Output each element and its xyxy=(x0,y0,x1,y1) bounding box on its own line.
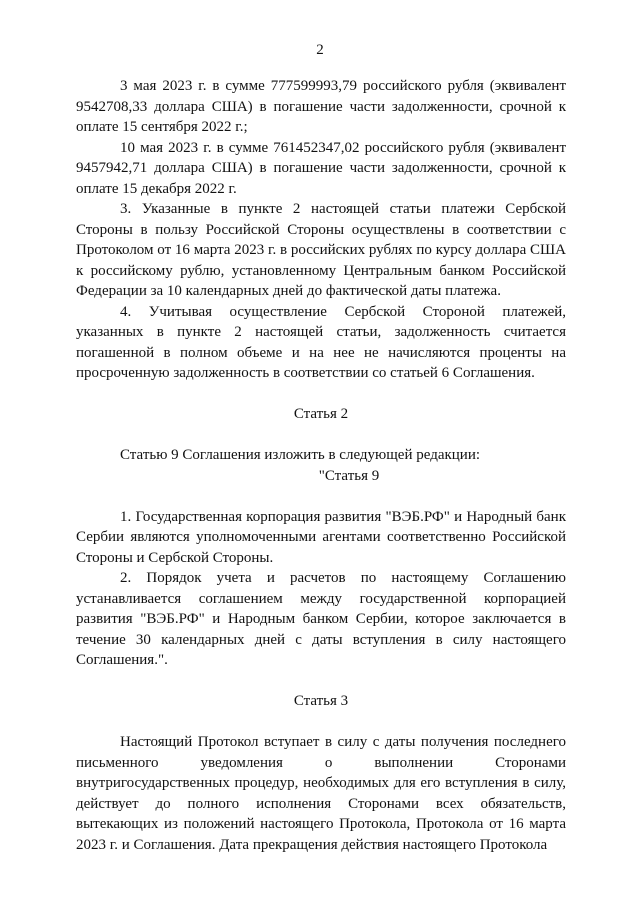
payment-paragraph-may-10: 10 мая 2023 г. в сумме 761452347,02 российского рубля (эквивалент 9457942,71 доллара США) в погашение части задолженности, срочной к оплате 15 декабря 2022 г. xyxy=(76,139,566,197)
spacer xyxy=(76,712,566,733)
article-3-paragraph: Настоящий Протокол вступает в силу с даты получения последнего письменного уведомления о выполнении Сторонами внутригосударственных процедур, необходимых для его вступления в силу, действует до полного исполнения Сторонами всех обязательств, вытекающих из положений настоящего Протокола, Протокола от 16 марта 2023 г. и Соглашения. Дата прекращения действия настоящего Протокола xyxy=(76,734,566,853)
article-9-clause-2: 2. Порядок учета и расчетов по настоящему Соглашению устанавливается соглашением между государственной корпорацией развития "ВЭБ.РФ" и Народным банком Сербии, которое заключается в течение 30 календарных дней с даты вступления в силу настоящего Соглашения.". xyxy=(76,570,566,668)
spacer xyxy=(76,486,566,507)
document-body xyxy=(76,76,566,855)
article-2-intro: Статью 9 Соглашения изложить в следующей редакции: xyxy=(120,447,481,463)
clause-4-paragraph: 4. Учитывая осуществление Сербской Стороной платежей, указанных в пункте 2 настоящей статьи, задолженность считается погашенной в полном объеме и на нее не начисляются проценты на просроченную задолженность в соответствии со статьей 6 Соглашения. xyxy=(76,303,566,381)
page-number: 2 xyxy=(316,42,324,58)
article-9-clause-1: 1. Государственная корпорация развития "ВЭБ.РФ" и Народный банк Сербии являются уполномоченными агентами соответственно Российской Стороны и Сербской Стороны. xyxy=(76,508,566,566)
spacer xyxy=(76,671,566,692)
article-2-heading: Статья 2 xyxy=(293,406,349,422)
payment-paragraph-may-3: 3 мая 2023 г. в сумме 777599993,79 российского рубля (эквивалент 9542708,33 доллара США) в погашение части задолженности, срочной к оплате 15 сентября 2022 г.; xyxy=(76,78,566,135)
spacer xyxy=(76,384,566,405)
quoted-article-9-title: "Статья 9 xyxy=(318,467,380,484)
spacer xyxy=(76,425,566,446)
clause-3-paragraph: 3. Указанные в пункте 2 настоящей статьи платежи Сербской Стороны в пользу Российской Стороны осуществлены в соответствии с Протоколом от 16 марта 2023 г. в российских рублях по курсу доллара США к российскому рублю, установленному Центральным банком Российской Федерации за 10 календарных дней до фактической даты платежа. xyxy=(76,201,566,299)
article-3-heading: Статья 3 xyxy=(293,693,349,709)
